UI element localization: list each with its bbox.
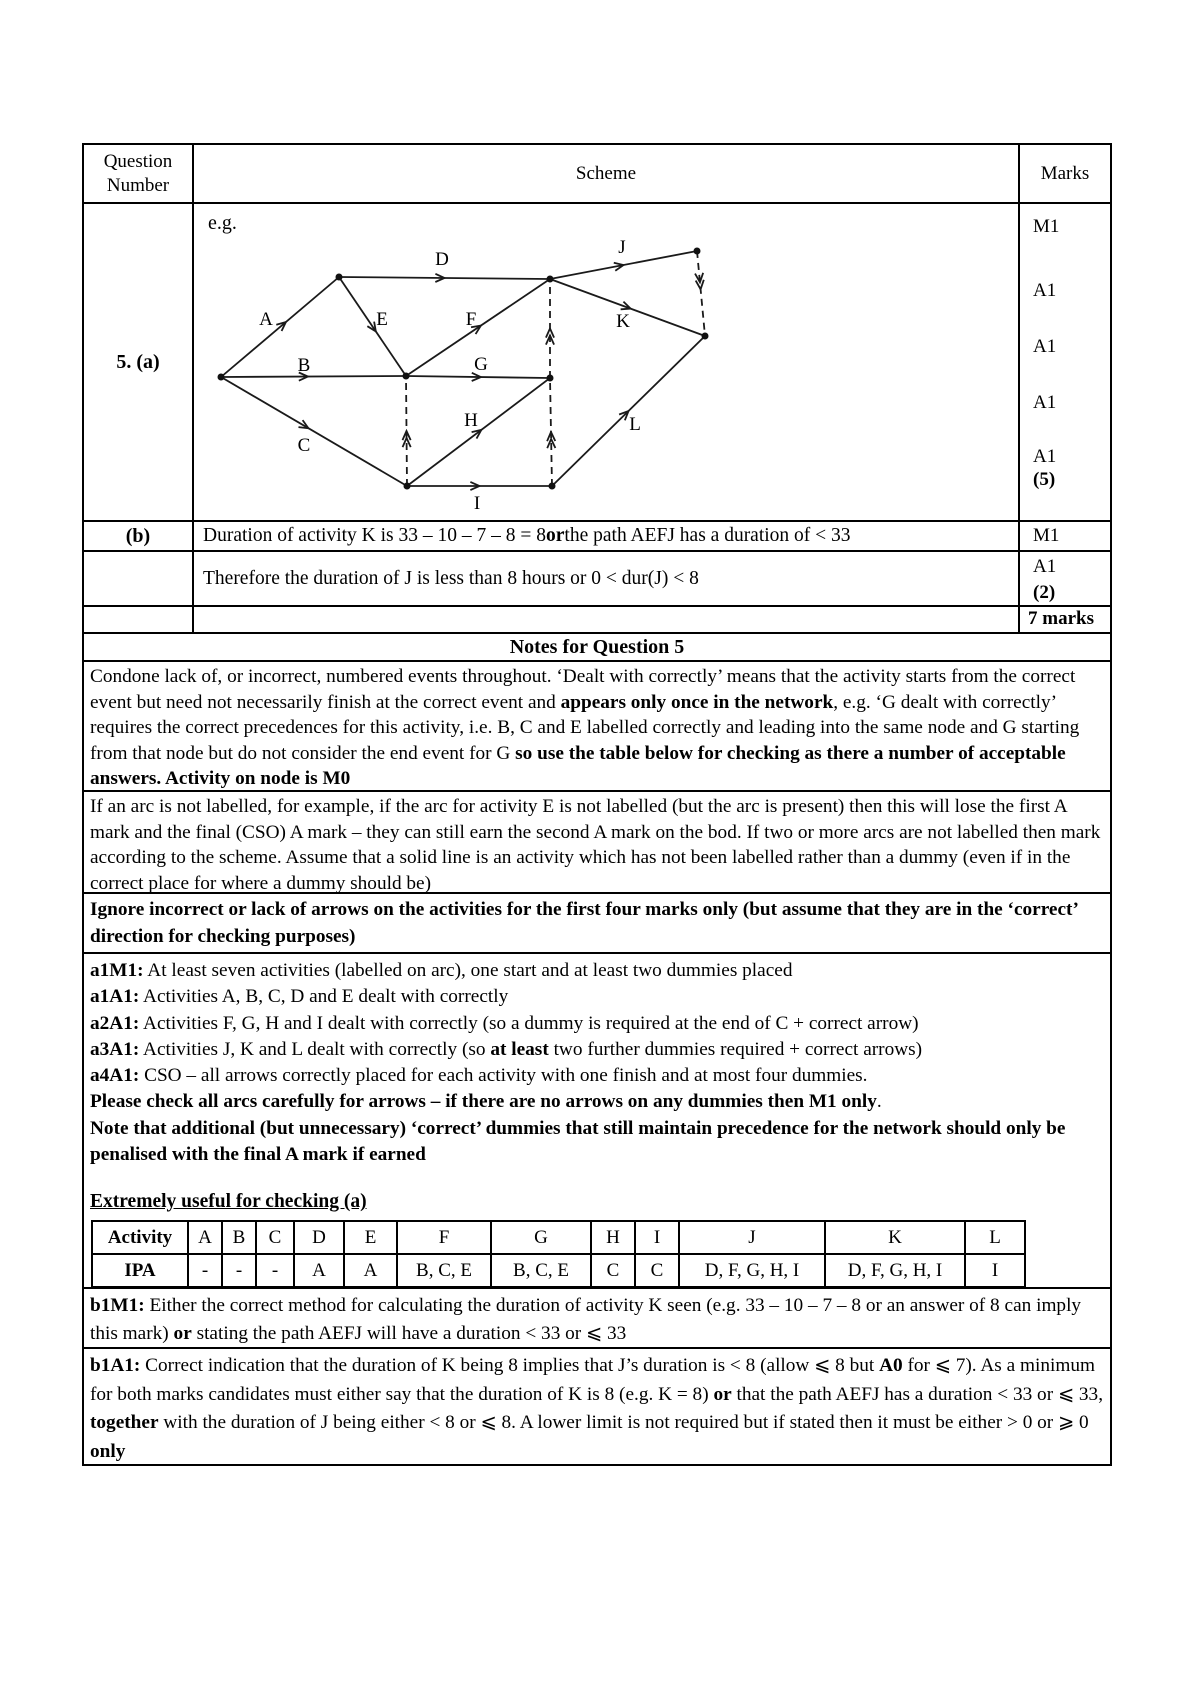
note-b1a1-row xyxy=(84,1347,1110,1464)
activity-cell: C xyxy=(256,1221,294,1254)
mark-note-line xyxy=(90,958,1104,984)
activity-cell: I xyxy=(965,1254,1025,1287)
mark-note-line xyxy=(90,1116,1104,1169)
note-b1a1 xyxy=(84,1349,1110,1464)
activity-cell: D, F, G, H, I xyxy=(679,1254,825,1287)
mark-5b-m1: M1 xyxy=(1033,525,1060,546)
activity-cell: - xyxy=(188,1254,222,1287)
text-segment: that the path AEFJ has a duration < 33 or ⩽ 33, xyxy=(731,1383,1104,1405)
event-node xyxy=(218,374,225,381)
scheme-5b-line2: Therefore the duration of J is less than 8 hours or 0 < dur(J) < 8 xyxy=(194,552,1020,605)
edge-label-G: G xyxy=(474,354,488,375)
notes-title-row xyxy=(84,632,1110,660)
row-header-cell: Activity xyxy=(92,1221,188,1254)
edge-label-F: F xyxy=(465,309,477,330)
table-row xyxy=(92,1254,1025,1287)
edge-label-J: J xyxy=(618,237,626,258)
edge-A xyxy=(221,277,339,377)
activity-cell: L xyxy=(965,1221,1025,1254)
mark-note-line xyxy=(90,984,1104,1010)
activity-cell: D xyxy=(294,1221,344,1254)
text-segment: with the duration of J being either < 8 or ⩽ 8. A lower limit is not required but if stated then it must be either > 0 or ⩾ 0 xyxy=(158,1412,1089,1434)
dummy-edge xyxy=(697,251,705,336)
diagram-cell xyxy=(194,204,1020,520)
row-question-5b-line1 xyxy=(84,520,1110,550)
activity-cell: - xyxy=(222,1254,256,1287)
note-b1m1 xyxy=(84,1289,1110,1347)
text-segment: or xyxy=(713,1383,732,1405)
activity-cell: K xyxy=(825,1221,965,1254)
mark-item: A1 xyxy=(1033,392,1057,413)
mark-item: A1 xyxy=(1033,280,1057,301)
question-label-5b: (b) xyxy=(84,522,194,550)
note-unlabelled-row xyxy=(84,790,1110,892)
row-question-5b-line2 xyxy=(84,550,1110,605)
activity-cell: E xyxy=(344,1221,397,1254)
text-segment: Note that additional (but unnecessary) ‘correct’ dummies that still maintain precedence for the network should only be penalised with the final A mark if earned xyxy=(90,1117,1066,1166)
activity-cell: - xyxy=(256,1254,294,1287)
text-segment: or xyxy=(546,525,565,546)
text-segment: a2A1: xyxy=(90,1012,140,1034)
edge-C xyxy=(221,377,407,486)
text-segment: a3A1: xyxy=(90,1038,140,1060)
header-marks: Marks xyxy=(1040,162,1090,184)
text-segment: Either the correct method for calculating the duration of activity K seen (e.g. 33 – 10 – 7 – 8 or an answer of 8 can imply this mark) xyxy=(90,1295,1082,1345)
activity-cell: B xyxy=(222,1221,256,1254)
edge-label-K: K xyxy=(616,311,630,332)
row-total-marks xyxy=(84,605,1110,632)
mark-note-line xyxy=(90,1063,1104,1089)
text-segment: b1A1: xyxy=(90,1355,141,1376)
row-question-5a xyxy=(84,202,1110,520)
text-segment: appears only once in the network xyxy=(560,691,834,713)
header-question-number xyxy=(84,145,194,202)
activity-ipa-table xyxy=(91,1220,1026,1288)
empty-cell xyxy=(194,607,1020,632)
text-segment: Condone lack of, or incorrect, numbered events throughout. ‘Dealt with correctly’ means that the activity starts from the correct event but need not necessarily finish at the correct event and xyxy=(90,666,1076,713)
text-segment: Duration of activity K is 33 – 10 – 7 – 8 = 8 xyxy=(203,525,547,546)
text-segment: If an arc is not labelled, for example, if the arc for activity E is not labelled (but the arc is present) then this will lose the first A mark and the final (CSO) A mark – they can still earn the second A mark on the bod. If two or more arcs are not labelled then mark according to the scheme. Assume that a solid line is an activity which has not been labelled rather than a dummy (even if in the correct place for where a dummy should be) xyxy=(90,796,1101,894)
activity-cell: B, C, E xyxy=(397,1254,491,1287)
text-segment: A0 xyxy=(879,1355,903,1376)
header-scheme: Scheme xyxy=(194,145,1020,202)
edge-E xyxy=(339,277,406,376)
activity-cell: I xyxy=(635,1221,679,1254)
note-part-a-marks xyxy=(84,954,1110,1287)
activity-cell: H xyxy=(591,1221,635,1254)
event-node xyxy=(403,373,410,380)
edge-H xyxy=(407,378,550,486)
empty-cell xyxy=(84,552,194,605)
activity-cell: F xyxy=(397,1221,491,1254)
note-ignore-arrows-row xyxy=(84,892,1110,952)
text-segment: b1M1: xyxy=(90,1295,145,1316)
mark-item: A1 xyxy=(1033,446,1057,467)
header-question-number-line1: Question xyxy=(103,150,173,172)
note-b1m1-row xyxy=(84,1287,1110,1347)
edge-label-H: H xyxy=(464,410,478,431)
note-unlabelled xyxy=(84,792,1110,892)
mark-a1: A1 xyxy=(1033,556,1057,577)
mark-note-line xyxy=(90,1011,1104,1037)
text-segment: a1M1: xyxy=(90,960,144,981)
activity-cell: B, C, E xyxy=(491,1254,591,1287)
event-node xyxy=(547,276,554,283)
part-a-mark-notes xyxy=(90,958,1104,1168)
event-node xyxy=(547,375,554,382)
edge-label-D: D xyxy=(435,249,449,270)
table-header-row xyxy=(84,145,1110,202)
text-segment: Activities J, K and L dealt with correctly (so xyxy=(139,1038,491,1060)
mark-note-line xyxy=(90,1037,1104,1063)
text-segment: CSO – all arrows correctly placed for each activity with one finish and at most four dummies. xyxy=(139,1065,868,1087)
event-node xyxy=(702,333,709,340)
event-node xyxy=(694,248,701,255)
note-condone-row xyxy=(84,660,1110,790)
activity-cell: C xyxy=(591,1254,635,1287)
activity-cell: A xyxy=(344,1254,397,1287)
empty-cell xyxy=(84,607,194,632)
text-segment: Activities A, B, C, D and E dealt with correctly xyxy=(139,986,509,1008)
checking-table-title: Extremely useful for checking (a) xyxy=(90,1191,367,1213)
activity-cell: G xyxy=(491,1221,591,1254)
table-row xyxy=(92,1221,1025,1254)
text-segment: , e.g. ‘G dealt with correctly’ requires the correct precedences for this activity, i.e. B, C and E labelled correctly and leading into the same node and G starting from that node but do not consider the end event for G xyxy=(90,691,1080,764)
event-node xyxy=(336,274,343,281)
mark-subtotal-5: (5) xyxy=(1033,469,1056,490)
text-segment: together xyxy=(90,1412,159,1434)
header-question-number-line2: Number xyxy=(106,174,170,196)
edge-label-I: I xyxy=(473,493,481,514)
note-part-a-marks-row xyxy=(84,952,1110,1287)
mark-item: A1 xyxy=(1033,336,1057,357)
text-segment: for ⩽ 7). As a minimum for both marks candidates must either say that the duration of K is 8 (e.g. K = 8) xyxy=(90,1355,1095,1405)
event-node xyxy=(404,483,411,490)
edge-B xyxy=(221,376,406,377)
notes-title: Notes for Question 5 xyxy=(509,635,685,658)
activity-cell: D, F, G, H, I xyxy=(825,1254,965,1287)
text-segment: a4A1: xyxy=(90,1065,140,1087)
text-segment: a1A1: xyxy=(90,986,140,1008)
marks-column-5a xyxy=(1020,204,1110,520)
mark-item: M1 xyxy=(1033,216,1060,237)
mark-note-line xyxy=(90,1089,1104,1115)
mark-subtotal-2: (2) xyxy=(1033,582,1056,603)
text-segment: the path AEFJ has a duration of < 33 xyxy=(564,525,851,546)
activity-cell: C xyxy=(635,1254,679,1287)
scheme-5b-line1 xyxy=(194,522,1020,550)
text-segment: two further dummies required + correct arrows) xyxy=(548,1038,923,1060)
text-segment: At least seven activities (labelled on arc), one start and at least two dummies placed xyxy=(143,960,793,981)
mark-5b-a1 xyxy=(1020,552,1110,605)
edge-label-E: E xyxy=(376,309,388,330)
text-segment: only xyxy=(90,1440,126,1462)
total-marks: 7 marks xyxy=(1028,608,1094,629)
text-segment: at least xyxy=(490,1038,549,1060)
row-header-cell: IPA xyxy=(92,1254,188,1287)
text-segment: Please check all arcs carefully for arrows – if there are no arrows on any dummies then M1 only xyxy=(90,1091,877,1113)
text-segment: so use the table below for checking as there a number of acceptable answers. Activity on node is M0 xyxy=(90,742,1066,790)
scheme-table xyxy=(82,143,1112,1466)
eg-label: e.g. xyxy=(208,212,237,234)
edge-label-B: B xyxy=(297,355,311,376)
activity-cell: A xyxy=(294,1254,344,1287)
note-condone xyxy=(84,662,1110,790)
edge-label-L: L xyxy=(629,414,641,435)
edge-label-C: C xyxy=(297,435,311,456)
note-ignore-arrows xyxy=(84,894,1110,952)
text-segment: or xyxy=(173,1323,192,1345)
text-segment: . xyxy=(876,1091,882,1113)
event-node xyxy=(549,483,556,490)
text-segment: stating the path AEFJ will have a duration < 33 or ⩽ 33 xyxy=(191,1323,627,1345)
activity-cell: A xyxy=(188,1221,222,1254)
activity-network-diagram xyxy=(194,204,1020,520)
text-segment: Activities F, G, H and I dealt with correctly (so a dummy is required at the end of C + correct arrow) xyxy=(139,1012,919,1034)
text-segment: Correct indication that the duration of K being 8 implies that J’s duration is < 8 (allow ⩽ 8 but xyxy=(140,1355,880,1376)
edge-label-A: A xyxy=(259,309,273,330)
question-label-5a: 5. (a) xyxy=(84,204,194,520)
text-segment: Ignore incorrect or lack of arrows on the activities for the first four marks only (but assume that they are in the ‘correct’ direction for checking purposes) xyxy=(90,899,1078,947)
activity-cell: J xyxy=(679,1221,825,1254)
